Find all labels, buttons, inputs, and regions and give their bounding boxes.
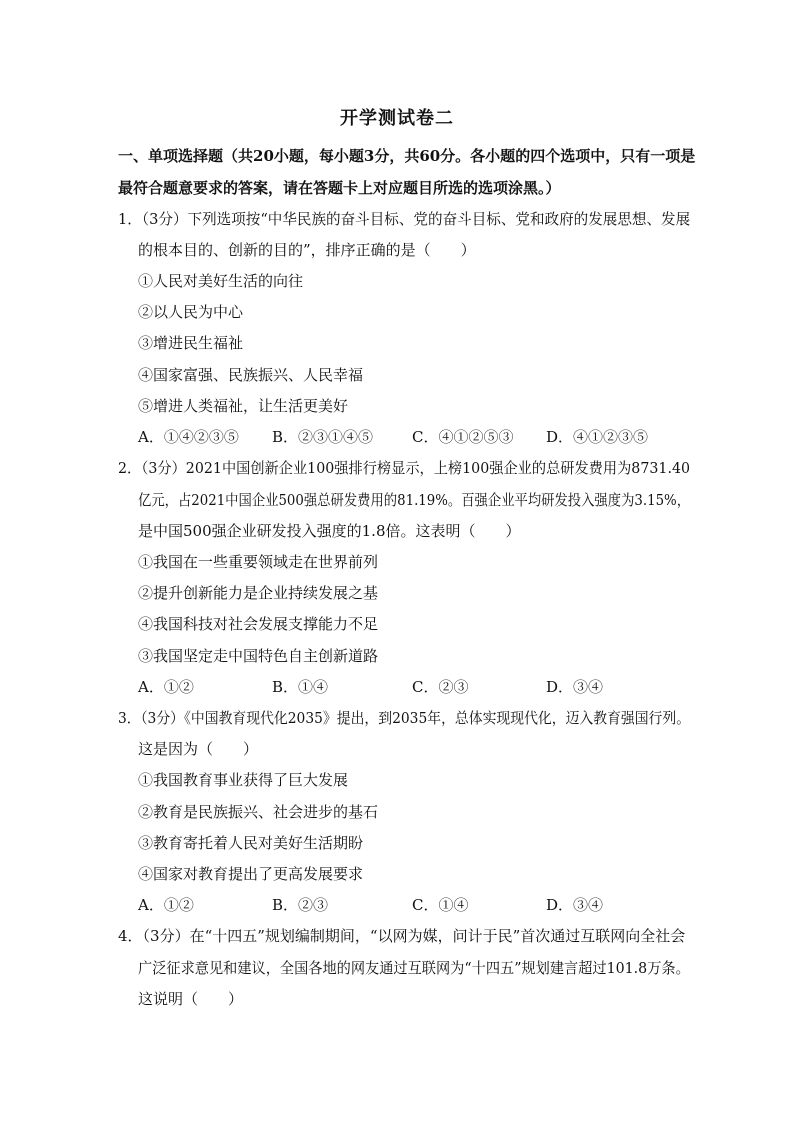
statement-option: ③我国坚定走中国特色自主创新道路 xyxy=(138,647,379,665)
answer-choice-c: C．②③ xyxy=(412,678,469,696)
question-stem-line: 1．（3分）下列选项按“中华民族的奋斗目标、党的奋斗目标、党和政府的发展思想、发展 xyxy=(118,210,691,228)
question-stem-line: 这是因为（ ） xyxy=(138,740,259,758)
answer-choice-c: C．④①②⑤③ xyxy=(412,428,514,446)
answer-choice-b: B．②③①④⑤ xyxy=(272,428,374,446)
answer-choice-d: D．③④ xyxy=(546,678,604,696)
question-stem-line: 亿元，占2021中国企业500强总研发费用的81.19%。百强企业平均研发投入强度为3.15%， xyxy=(138,491,691,509)
answer-choice-c: C．①④ xyxy=(412,896,469,914)
page-title: 开学测试卷二 xyxy=(340,108,454,129)
statement-option: ①我国教育事业获得了巨大发展 xyxy=(138,771,349,789)
statement-option: ④国家对教育提出了更高发展要求 xyxy=(138,865,364,883)
statement-option: ④国家富强、民族振兴、人民幸福 xyxy=(138,366,364,384)
statement-option: ⑤增进人类福祉，让生活更美好 xyxy=(138,397,349,415)
section-heading-line1: 一、单项选择题（共20小题，每小题3分，共60分。各小题的四个选项中，只有一项是 xyxy=(118,147,696,165)
statement-option: ①人民对美好生活的向往 xyxy=(138,272,304,290)
statement-option: ③教育寄托着人民对美好生活期盼 xyxy=(138,834,364,852)
statement-option: ①我国在一些重要领域走在世界前列 xyxy=(138,553,379,571)
answer-choice-d: D．③④ xyxy=(546,896,604,914)
question-stem-line: 的根本目的、创新的目的”，排序正确的是（ ） xyxy=(138,241,476,259)
question-stem-line: 3．（3分）《中国教育现代化2035》提出，到2035年，总体实现现代化，迈入教育强国行列。 xyxy=(118,709,691,727)
question-stem-line: 4．（3分）在“十四五”规划编制期间，“以网为媒，问计于民”首次通过互联网向全社会 xyxy=(118,927,686,945)
answer-choice-d: D．④①②③⑤ xyxy=(546,428,649,446)
answer-choice-a: A．①④②③⑤ xyxy=(138,428,239,446)
statement-option: ②以人民为中心 xyxy=(138,303,244,321)
answer-choice-b: B．②③ xyxy=(272,896,329,914)
statement-option: ②提升创新能力是企业持续发展之基 xyxy=(138,584,379,602)
answer-choice-b: B．①④ xyxy=(272,678,329,696)
question-stem-line: 这说明（ ） xyxy=(138,990,244,1008)
answer-choice-a: A．①② xyxy=(138,896,194,914)
question-stem-line: 2．（3分）2021中国创新企业100强排行榜显示，上榜100强企业的总研发费用为8731.40 xyxy=(118,459,691,477)
section-heading-line2: 最符合题意要求的答案，请在答题卡上对应题目所选的选项涂黑。） xyxy=(118,179,561,197)
question-stem-line: 广泛征求意见和建议，全国各地的网友通过互联网为“十四五”规划建言超过101.8万条。 xyxy=(138,959,690,977)
statement-option: ③增进民生福祉 xyxy=(138,334,244,352)
answer-choice-a: A．①② xyxy=(138,678,194,696)
statement-option: ②教育是民族振兴、社会进步的基石 xyxy=(138,803,379,821)
question-stem-line: 是中国500强企业研发投入强度的1.8倍。这表明（ ） xyxy=(138,522,521,540)
statement-option: ④我国科技对社会发展支撑能力不足 xyxy=(138,615,379,633)
